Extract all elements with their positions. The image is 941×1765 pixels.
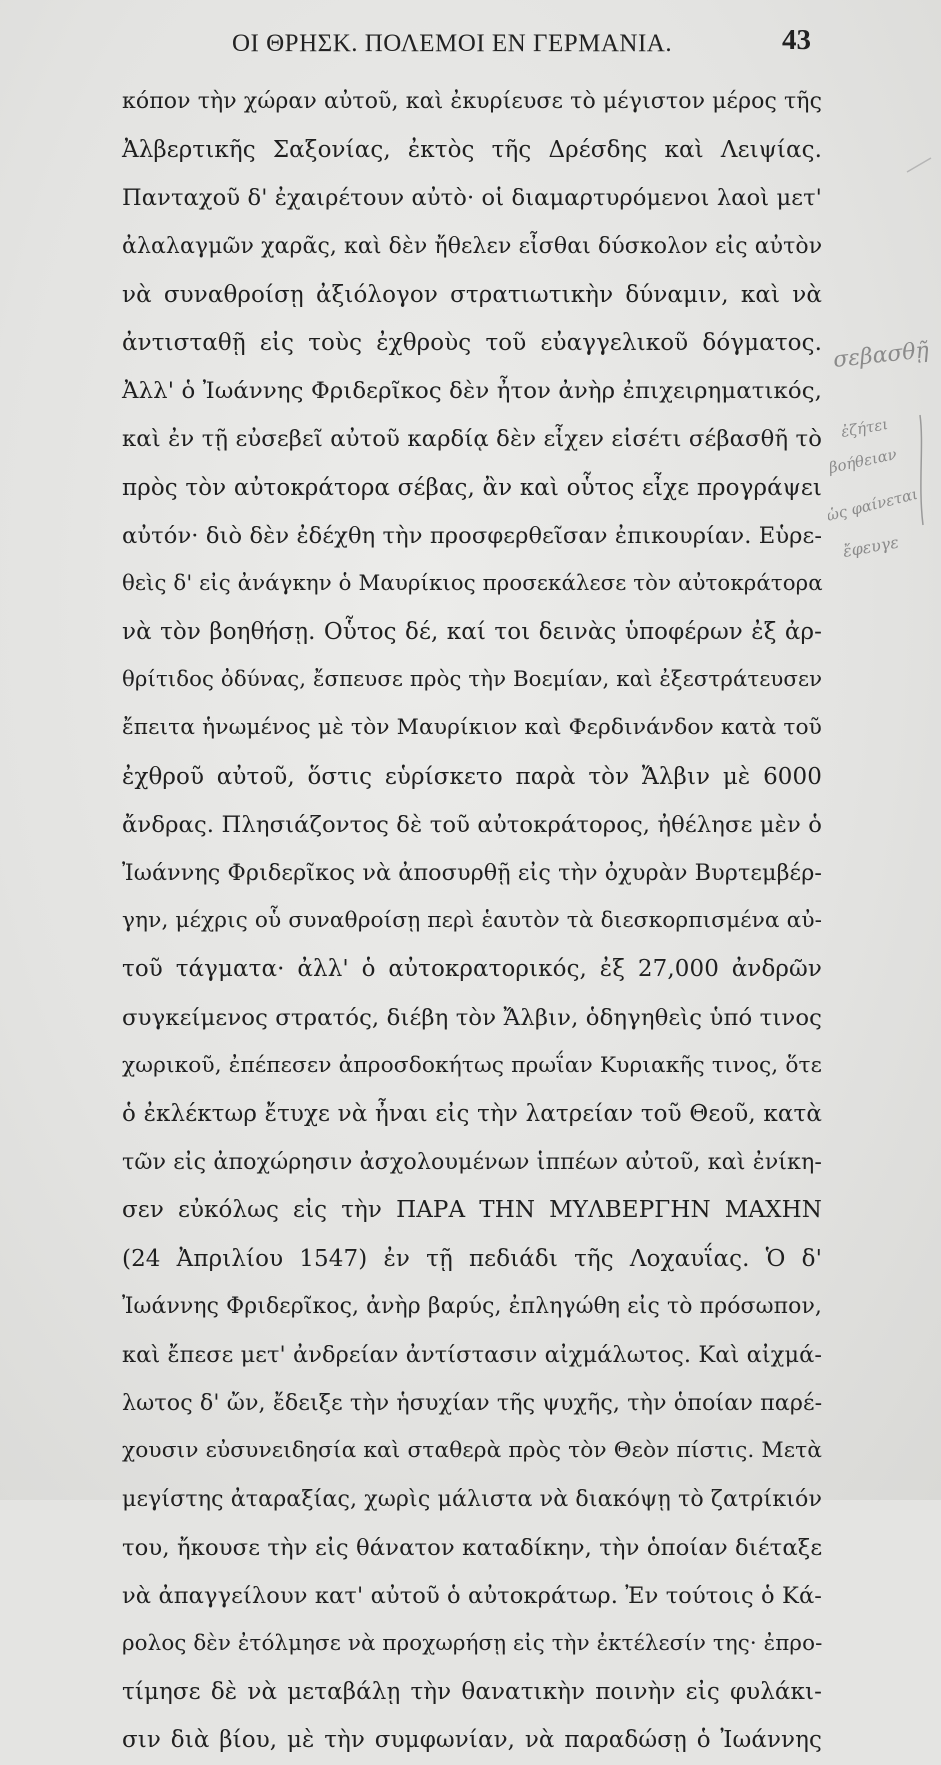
text-line: Πανταχοῦ δ' ἐχαιρέτουν αὐτὸ· οἱ διαμαρτυρόμενοι λαοὶ μετ' bbox=[122, 185, 822, 212]
text-line: κόπον τὴν χώραν αὐτοῦ, καὶ ἐκυρίευσε τὸ μέγιστον μέρος τῆς bbox=[122, 89, 822, 114]
marginalia-note-1: σεβασθῇ bbox=[832, 338, 930, 373]
running-title: ΟΙ ΘΡΗΣΚ. ΠΟΛΕΜΟΙ ΕΝ ΓΕΡΜΑΝΙΑ. bbox=[232, 30, 673, 57]
text-line: Ἀλβερτικῆς Σαξονίας, ἐκτὸς τῆς Δρέσδης καὶ Λειψίας. bbox=[122, 137, 822, 164]
text-line: θεὶς δ' εἰς ἀνάγκην ὁ Μαυρίκιος προσεκάλεσε τὸν αὐτοκράτορα bbox=[122, 570, 823, 596]
text-line: ρολος δὲν ἐτόλμησε νὰ προχωρήσῃ εἰς τὴν ἐκτέλεσίν της· ἐπρο- bbox=[122, 1631, 823, 1656]
text-line: Ἰωάννης Φριδερῖκος νὰ ἀποσυρθῇ εἰς τὴν ὀχυρὰν Βυρτεμβέρ- bbox=[122, 860, 823, 886]
text-line: Ἰωάννης Φριδερῖκος, ἀνὴρ βαρύς, ἐπληγώθη εἰς τὸ πρόσωπον, bbox=[122, 1293, 822, 1319]
text-line: ὁ ἐκλέκτωρ ἔτυχε νὰ ἦναι εἰς τὴν λατρείαν τοῦ Θεοῦ, κατὰ bbox=[122, 1100, 822, 1127]
text-line: χουσιν εὐσυνειδησία καὶ σταθερὰ πρὸς τὸν Θεὸν πίστις. Μετὰ bbox=[122, 1438, 822, 1464]
marginalia-note-4: ὡς φαίνεται bbox=[828, 484, 920, 525]
text-line: ἔπειτα ἡνωμένος μὲ τὸν Μαυρίκιον καὶ Φερδινάνδον κατὰ τοῦ bbox=[122, 715, 822, 741]
text-line: θρίτιδος ὀδύνας, ἔσπευσε πρὸς τὴν Βοεμίαν, καὶ ἐξεστράτευσεν bbox=[122, 667, 823, 693]
pencil-mark bbox=[905, 152, 935, 182]
text-line: ἀντισταθῇ εἰς τοὺς ἐχθροὺς τοῦ εὐαγγελικοῦ δόγματος. bbox=[122, 329, 822, 356]
text-line: ἀλαλαγμῶν χαρᾶς, καὶ δὲν ἤθελεν εἶσθαι δύσκολον εἰς αὐτὸν bbox=[122, 233, 823, 259]
marginalia-drawing bbox=[828, 325, 940, 605]
text-line: αὐτόν· διὸ δὲν ἐδέχθη τὴν προσφερθεῖσαν ἐπικουρίαν. Εὑρε- bbox=[122, 522, 823, 549]
handwritten-marginalia bbox=[828, 325, 940, 605]
marginalia-note-5: ἔφευγε bbox=[841, 532, 901, 561]
text-line: νὰ τὸν βοηθήσῃ. Οὗτος δέ, καί τοι δεινὰς ὑποφέρων ἐξ ἀρ- bbox=[122, 619, 822, 646]
text-line: καὶ ἐν τῇ εὐσεβεῖ αὐτοῦ καρδίᾳ δὲν εἶχεν εἰσέτι σέβασθῆ τὸ bbox=[122, 426, 822, 453]
text-line: πρὸς τὸν αὐτοκράτορα σέβας, ἂν καὶ οὗτος εἶχε προγράψει bbox=[122, 474, 822, 501]
text-line: σιν διὰ βίου, μὲ τὴν συμφωνίαν, νὰ παραδώσῃ ὁ Ἰωάννης bbox=[122, 1727, 822, 1754]
marginalia-note-3: βοήθειαν bbox=[828, 444, 899, 477]
text-line: Ἀλλ' ὁ Ἰωάννης Φριδερῖκος δὲν ἦτον ἀνὴρ ἐπιχειρηματικός, bbox=[122, 378, 822, 405]
page-number: 43 bbox=[782, 24, 811, 56]
marginalia-stroke bbox=[920, 415, 923, 525]
text-line: σεν εὐκόλως εἰς τὴν ΠΑΡΑ ΤΗΝ ΜΥΛΒΕΡΓΗΝ ΜΑΧΗΝ bbox=[122, 1197, 822, 1224]
text-line: νὰ συναθροίσῃ ἀξιόλογον στρατιωτικὴν δύναμιν, καὶ νὰ bbox=[122, 281, 822, 308]
text-line: ἄνδρας. Πλησιάζοντος δὲ τοῦ αὐτοκράτορος, ἠθέλησε μὲν ὁ bbox=[122, 811, 822, 838]
text-line: μεγίστης ἀταραξίας, χωρὶς μάλιστα νὰ διακόψῃ τὸ ζατρίκιόν bbox=[122, 1486, 823, 1513]
text-line: λωτος δ' ὤν, ἔδειξε τὴν ἡσυχίαν τῆς ψυχῆς, τὴν ὁποίαν παρέ- bbox=[122, 1390, 823, 1417]
text-line: καὶ ἔπεσε μετ' ἀνδρείαν ἀντίστασιν αἰχμάλωτος. Καὶ αἰχμά- bbox=[122, 1341, 823, 1368]
text-line: (24 Ἀπριλίου 1547) ἐν τῇ πεδιάδι τῆς Λοχαυΐας. Ὁ δ' bbox=[122, 1245, 822, 1272]
text-line: χωρικοῦ, ἐπέπεσεν ἀπροσδοκήτως πρωΐαν Κυριακῆς τινος, ὅτε bbox=[122, 1052, 822, 1078]
text-line: τοῦ τάγματα· ἀλλ' ὁ αὐτοκρατορικός, ἐξ 27,000 ἀνδρῶν bbox=[122, 956, 822, 983]
marginalia-note-2: ἐζήτει bbox=[839, 414, 890, 441]
text-line: τίμησε δὲ νὰ μεταβάλῃ τὴν θανατικὴν ποινὴν εἰς φυλάκι- bbox=[122, 1679, 822, 1706]
body-text bbox=[122, 78, 822, 1765]
text-line: τῶν εἰς ἀποχώρησιν ἀσχολουμένων ἱππέων αὐτοῦ, καὶ ἐνίκη- bbox=[122, 1149, 822, 1176]
text-line: νὰ ἀπαγγείλουν κατ' αὐτοῦ ὁ αὐτοκράτωρ. Ἐν τούτοις ὁ Κά- bbox=[122, 1582, 822, 1609]
text-line: συγκείμενος στρατός, διέβη τὸν Ἄλβιν, ὁδηγηθεὶς ὑπό τινος bbox=[122, 1004, 822, 1031]
text-line: γην, μέχρις οὗ συναθροίσῃ περὶ ἑαυτὸν τὰ διεσκορπισμένα αὐ- bbox=[122, 908, 823, 934]
text-line: ἐχθροῦ αὐτοῦ, ὅστις εὑρίσκετο παρὰ τὸν Ἄλβιν μὲ 6000 bbox=[122, 763, 822, 790]
text-line: του, ἤκουσε τὴν εἰς θάνατον καταδίκην, τὴν ὁποίαν διέταξε bbox=[122, 1534, 823, 1561]
